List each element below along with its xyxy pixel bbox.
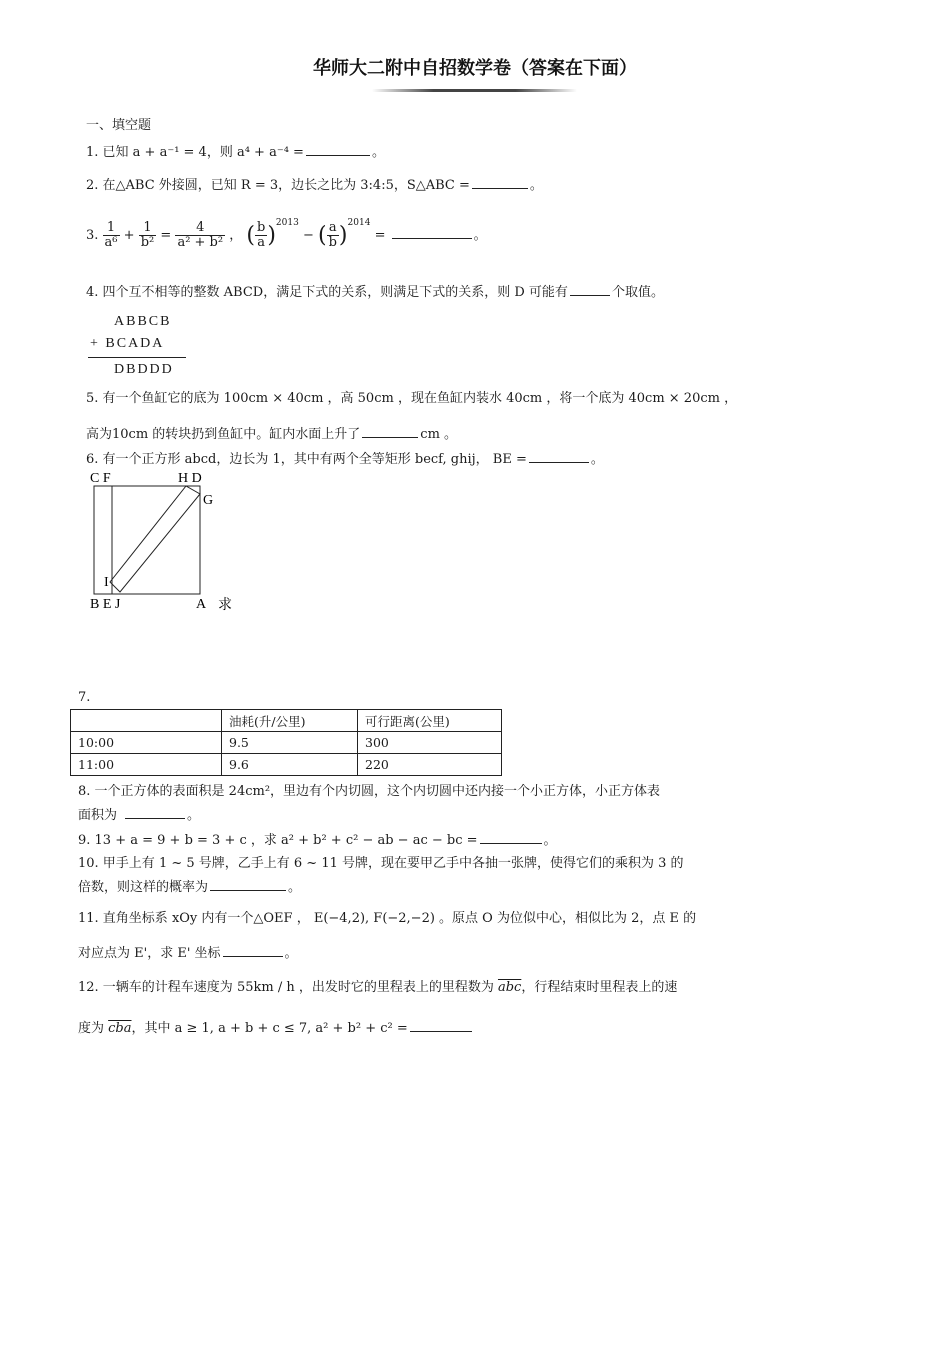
- question-2-text: 2. 在△ABC 外接圆，已知 R = 3，边长之比为 3:4:5，S△ABC =: [86, 178, 470, 193]
- table-cell: 9.5: [222, 732, 358, 754]
- question-8-text: 面积为: [78, 808, 118, 823]
- answer-blank: [223, 955, 283, 957]
- question-12-text-b: ，行程结束时里程表上的速: [521, 980, 678, 995]
- overline-abc: $\overline{abc}$: [497, 980, 522, 995]
- question-9-end: 。: [543, 833, 557, 848]
- square-figure: [88, 470, 248, 620]
- question-5-line-1: 5. 有一个鱼缸它的底为 100cm × 40cm ，高 50cm ，现在鱼缸内装水 40cm ，将一个底为 40cm × 20cm ，: [86, 391, 738, 406]
- table-header: 可行距离(公里): [358, 710, 502, 732]
- fraction-3: $\frac{4}{\text{a² + b²}}$: [177, 220, 224, 250]
- paren-fraction-2: $\frac{a}{b}$: [328, 220, 337, 250]
- question-3: 3. $\frac{1}{\text{a⁶}}$ + $\frac{1}{\text{b²}}$ = $\frac{4}{\text{a² + b²}}$ ， ( $\frac{b}{a}$ )$^{2013}$ − ( $\frac{a}{b}$ )$^{2014}$ = 。: [86, 218, 487, 250]
- question-11-line-2: [78, 942, 298, 961]
- question-3-end: 。: [473, 228, 487, 243]
- question-6: [86, 448, 604, 467]
- fuel-table: [70, 709, 502, 776]
- addition-row-2: + BCADA: [90, 336, 165, 351]
- table-row: [71, 732, 502, 754]
- question-12-line-2: [78, 1017, 474, 1036]
- comma: ，: [229, 228, 243, 243]
- equals-sign: =: [374, 228, 386, 243]
- question-12-text-a: 12. 一辆车的计程车速度为 55km / h ，出发时它的里程表上的里程数为: [78, 980, 498, 995]
- exponent-2013: 2013: [275, 218, 299, 228]
- question-10-end: 。: [288, 880, 302, 895]
- table-header: [71, 710, 222, 732]
- question-5-unit: cm 。: [420, 427, 458, 442]
- question-4: [86, 281, 664, 300]
- answer-blank: [570, 294, 610, 296]
- label-i: I: [104, 575, 109, 590]
- addition-row-1: ABBCB: [114, 314, 172, 329]
- answer-blank: [210, 889, 286, 891]
- question-12-line-1: [78, 976, 677, 995]
- answer-blank: [472, 187, 528, 189]
- question-3-number: 3.: [86, 228, 99, 243]
- answer-blank: [362, 436, 418, 438]
- fraction-2: $\frac{1}{\text{b²}}$: [140, 220, 155, 250]
- question-10-line-2: [78, 876, 301, 895]
- question-10-text: 倍数，则这样的概率为: [78, 880, 209, 895]
- table-cell: 9.6: [222, 754, 358, 776]
- square-abcd: [94, 486, 200, 594]
- table-cell: 300: [358, 732, 502, 754]
- answer-blank: [529, 461, 589, 463]
- answer-blank: [480, 842, 542, 844]
- answer-blank: [410, 1030, 472, 1032]
- question-11-line-1: 11. 直角坐标系 xOy 内有一个△OEF ， E(−4,2), F(−2,−2) 。原点 O 为位似中心，相似比为 2，点 E 的: [78, 911, 697, 926]
- table-row: [71, 754, 502, 776]
- addition-row-result: DBDDD: [114, 362, 174, 377]
- question-2-end: 。: [529, 178, 543, 193]
- exponent-2014: 2014: [347, 218, 371, 228]
- answer-blank: [392, 237, 472, 239]
- question-8-line-1: 8. 一个正方体的表面积是 24cm²，里边有个内切圆，这个内切圆中还内接一个小正方体，小正方体表: [78, 784, 661, 799]
- question-5-line-2: [86, 423, 457, 442]
- answer-blank: [306, 154, 370, 156]
- question-10-line-1: 10. 甲手上有 1 ~ 5 号牌，乙手上有 6 ~ 11 号牌，现在要甲乙手中各抽一张牌，使得它们的乘积为 3 的: [78, 856, 684, 871]
- addition-rule: [88, 357, 186, 358]
- paren-fraction-1: $\frac{b}{a}$: [256, 220, 266, 250]
- label-a: A: [196, 597, 207, 612]
- label-b-e-j: B E J: [90, 597, 121, 612]
- label-c-f: C F: [90, 471, 111, 486]
- fraction-1: $\frac{1}{\text{a⁶}}$: [104, 220, 118, 250]
- question-4-text-a: 4. 四个互不相等的整数 ABCD，满足下式的关系，则: [86, 285, 394, 300]
- question-4-end: 个取值。: [611, 285, 664, 300]
- section-heading: 一、填空题: [86, 118, 152, 133]
- question-6-text: 6. 有一个正方形 abcd，边长为 1，其中有两个全等矩形 becf, ghij， BE =: [86, 452, 527, 467]
- label-g: G: [203, 493, 214, 508]
- question-12-text-c: 度为: [78, 1021, 109, 1036]
- question-12-text-d: ，其中 a ≥ 1, a + b + c ≤ 7, a² + b² + c² =: [131, 1021, 408, 1036]
- question-2: [86, 174, 543, 193]
- question-6-end: 。: [590, 452, 604, 467]
- table-header-row: [71, 710, 502, 732]
- question-9-text: 9. 13 + a = 9 + b = 3 + c ，求 a² + b² + c² − ab − ac − bc =: [78, 833, 478, 848]
- question-5-text: 高为10cm 的转块扔到鱼缸中。缸内水面上升了: [86, 427, 361, 442]
- question-9: [78, 829, 557, 848]
- question-7-number: 7.: [78, 690, 91, 705]
- rectangle-ghij: [110, 486, 200, 592]
- table-cell: 220: [358, 754, 502, 776]
- question-8-line-2: [78, 804, 200, 823]
- table-header: 油耗(升/公里): [222, 710, 358, 732]
- question-4-text-b: 满足下式的关系，则 D 可能有: [393, 285, 568, 300]
- question-1-text: 1. 已知 a + a⁻¹ = 4，则 a⁴ + a⁻⁴ =: [86, 145, 304, 160]
- question-11-text: 对应点为 E'，求 E' 坐标: [78, 946, 221, 961]
- question-11-end: 。: [284, 946, 298, 961]
- answer-blank: [125, 817, 185, 819]
- plus-sign: +: [123, 228, 135, 243]
- table-cell: 11:00: [71, 754, 222, 776]
- question-1: [86, 141, 385, 160]
- addition-puzzle: [90, 311, 174, 381]
- equals-sign: =: [160, 228, 172, 243]
- minus-sign: −: [302, 228, 314, 243]
- label-qiu: 求: [218, 598, 232, 613]
- question-1-end: 。: [371, 145, 385, 160]
- title-divider: [372, 89, 577, 92]
- label-h-d: H D: [178, 471, 202, 486]
- overline-cba: $\overline{cba}$: [108, 1021, 132, 1036]
- table-cell: 10:00: [71, 732, 222, 754]
- question-8-end: 。: [187, 808, 201, 823]
- page-title: 华师大二附中自招数学卷（答案在下面）: [313, 58, 637, 79]
